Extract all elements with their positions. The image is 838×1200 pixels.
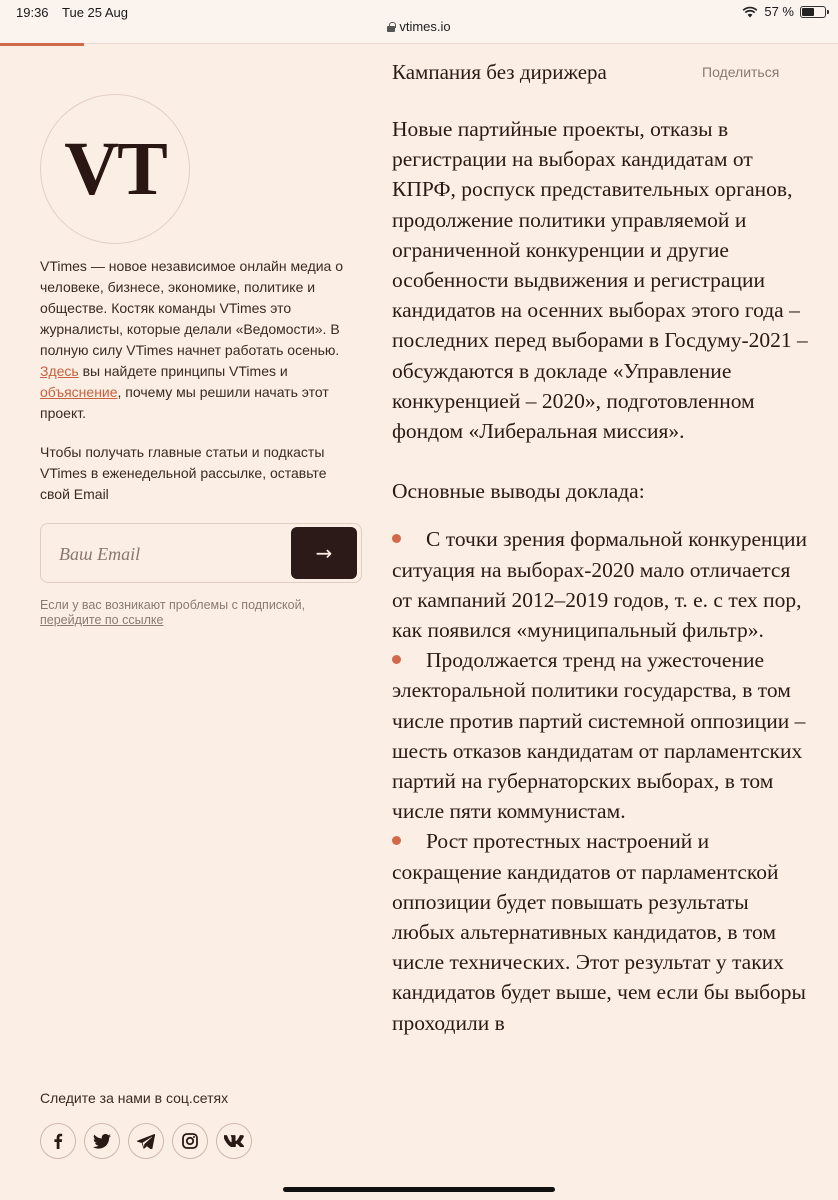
article-paragraph: Основные выводы доклада:: [392, 479, 645, 504]
facebook-icon[interactable]: [40, 1123, 76, 1159]
address-url: vtimes.io: [399, 19, 451, 34]
home-indicator[interactable]: [283, 1187, 555, 1192]
status-bar: [0, 0, 838, 44]
twitter-icon[interactable]: [84, 1123, 120, 1159]
article-body: [392, 114, 810, 1038]
telegram-icon[interactable]: [128, 1123, 164, 1159]
list-item: С точки зрения формальной конкуренции ситуация на выборах-2020 мало отличается от кампаний 2012–2019 годов, т. е. с тех пор, как появился «муниципальный фильтр».: [392, 524, 810, 645]
subscribe-description: Чтобы получать главные статьи и подкасты VTimes в еженедельной рассылке, оставьте свой Email: [40, 444, 327, 502]
list-item: Продолжается тренд на ужесточение электоральной политики государства, в том числе против партий системной оппозиции – шесть отказов кандидатам от парламентских партий на губернаторских выборах, в том числе пяти коммунистам.: [392, 645, 810, 826]
explanation-link[interactable]: объяснение: [40, 384, 118, 400]
status-date: Tue 25 Aug: [62, 5, 129, 20]
reading-progress-bar: [0, 43, 84, 46]
share-button[interactable]: Поделиться: [702, 64, 780, 80]
email-form: [40, 523, 362, 583]
email-input[interactable]: [59, 538, 289, 570]
subscription-help: [40, 598, 360, 628]
wifi-icon: [742, 6, 758, 18]
about-text: [40, 256, 358, 424]
status-indicators: [742, 4, 826, 19]
about-text-part: VTimes — новое независимое онлайн медиа о человеке, бизнесе, экономике, политике и обществе. Костяк команды VTimes это журналисты, которые делали «Ведомости». В полную силу VTimes начнет работать осенью.: [40, 258, 344, 358]
address-bar[interactable]: [0, 19, 838, 34]
vk-icon[interactable]: [216, 1123, 252, 1159]
subscribe-submit-button[interactable]: →: [291, 527, 357, 579]
battery-icon: [800, 6, 826, 18]
instagram-icon[interactable]: [172, 1123, 208, 1159]
social-label: Следите за нами в соц.сетях: [40, 1090, 229, 1106]
subscription-help-text: Если у вас возникают проблемы с подпиской,: [40, 598, 306, 612]
lock-icon: [387, 23, 395, 31]
article-paragraph: Новые партийные проекты, отказы в регистрации на выборах кандидатам от КПРФ, роспуск представительных органов, продолжение политики управляемой и ограниченной конкуренции и другие особенности выдвижения и регистрации кандидатов на осенних выборах этого года – последних перед выборами в Госдуму-2021 – обсуждаются в докладе «Управление конкуренцией – 2020», подготовленном фондом «Либеральная миссия».: [392, 117, 808, 444]
vtimes-logo[interactable]: [40, 94, 190, 244]
social-links: [40, 1123, 252, 1159]
conclusions-list: [392, 524, 810, 1037]
article-title: Кампания без дирижера: [392, 60, 607, 84]
logo-text: VT: [64, 126, 166, 211]
about-text-part: , почему мы решили начать этот проект.: [40, 384, 329, 421]
battery-percent: 57 %: [764, 4, 794, 19]
list-item: Рост протестных настроений и сокращение кандидатов от парламентской оппозиции будет повышать результаты любых альтернативных кандидатов, в том числе технических. Этот результат у таких кандидатов будет выше, чем если бы выборы проходили в: [392, 826, 810, 1037]
subscription-help-link[interactable]: перейдите по ссылке: [40, 613, 164, 627]
principles-link[interactable]: Здесь: [40, 363, 79, 379]
status-time: 19:36: [16, 5, 49, 20]
about-text-part: вы найдете принципы VTimes и: [78, 363, 288, 379]
